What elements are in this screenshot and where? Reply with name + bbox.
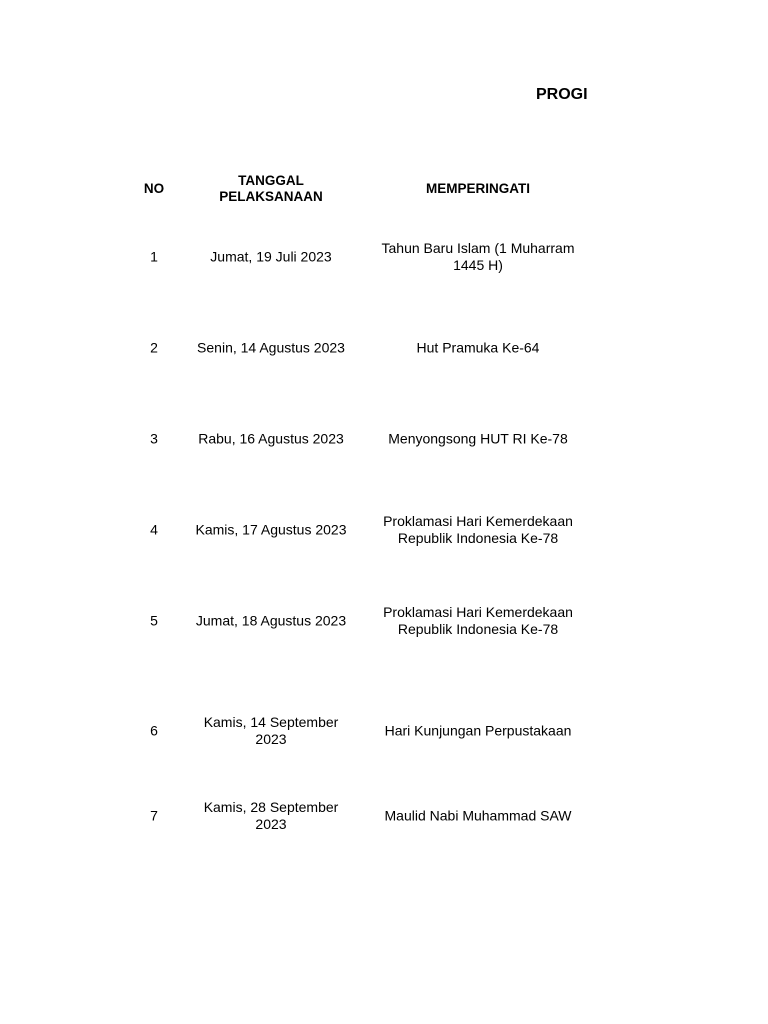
header-no: NO [143, 181, 165, 196]
row-2-no: 2 [150, 339, 158, 356]
row-5-event: Proklamasi Hari Kemerdekaan Republik Indonesia Ke-78 [383, 604, 573, 637]
row-5-date: Jumat, 18 Agustus 2023 [195, 612, 347, 629]
row-7-no: 7 [150, 807, 158, 824]
row-4-no: 4 [150, 521, 158, 538]
row-1-no: 1 [150, 248, 158, 265]
row-6-event: Hari Kunjungan Perpustakaan [384, 722, 572, 739]
row-7-date: Kamis, 28 September 2023 [203, 799, 339, 832]
row-4-date: Kamis, 17 Agustus 2023 [195, 521, 347, 538]
row-5-no: 5 [150, 612, 158, 629]
row-6-date: Kamis, 14 September 2023 [203, 714, 339, 747]
row-2-date: Senin, 14 Agustus 2023 [197, 339, 345, 356]
row-6-no: 6 [150, 722, 158, 739]
header-date: TANGGAL PELAKSANAAN [219, 173, 323, 204]
row-4-event: Proklamasi Hari Kemerdekaan Republik Indonesia Ke-78 [383, 513, 573, 546]
row-3-event: Menyongsong HUT RI Ke-78 [388, 430, 568, 447]
row-7-event: Maulid Nabi Muhammad SAW [384, 807, 572, 824]
header-event: MEMPERINGATI [426, 181, 530, 196]
row-2-event: Hut Pramuka Ke-64 [416, 339, 540, 356]
row-1-date: Jumat, 19 Juli 2023 [210, 248, 332, 265]
row-3-no: 3 [150, 430, 158, 447]
row-1-event: Tahun Baru Islam (1 Muharram 1445 H) [381, 240, 575, 273]
row-3-date: Rabu, 16 Agustus 2023 [198, 430, 344, 447]
page-title: PROGI [536, 86, 588, 103]
